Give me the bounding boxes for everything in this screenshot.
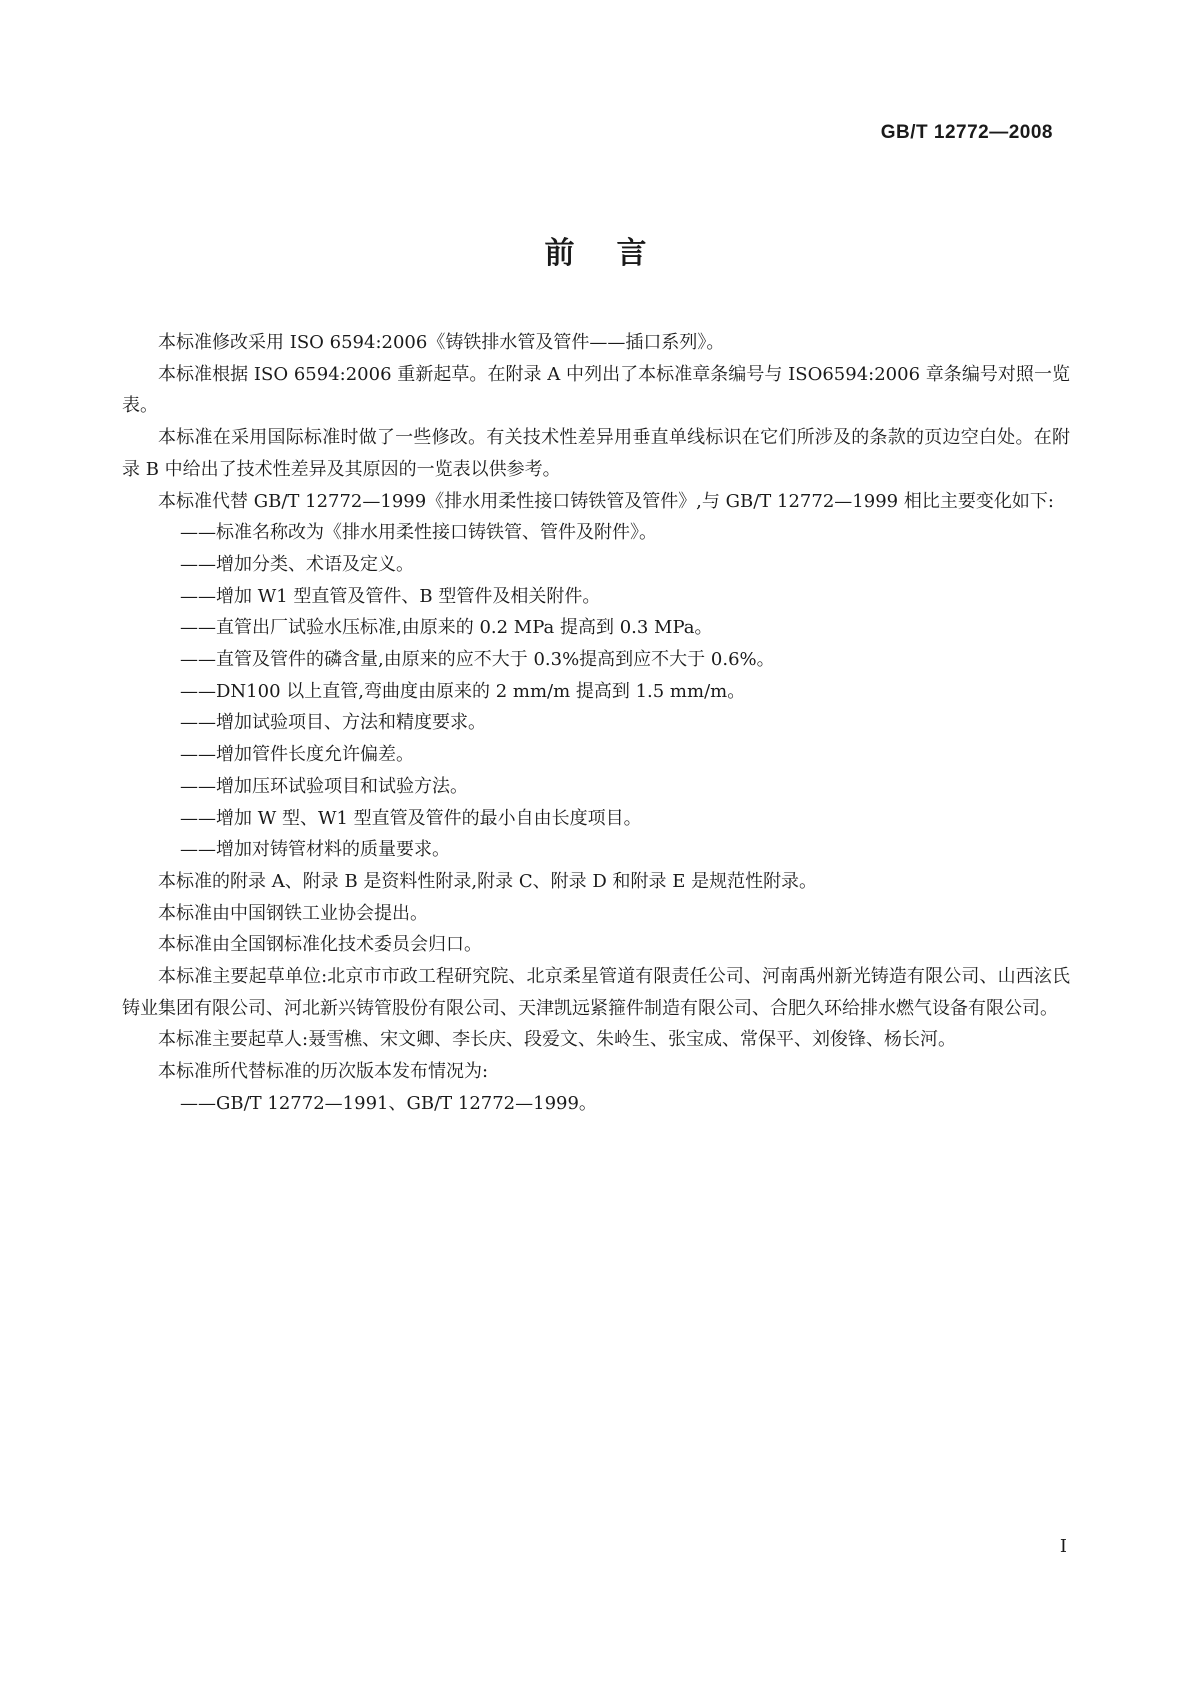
paragraph-adoption: 本标准修改采用 ISO 6594:2006《铸铁排水管及管件——插口系列》。 <box>158 332 725 353</box>
paragraph-modifications: 本标准在采用国际标准时做了一些修改。有关技术性差异用垂直单线标识在它们所涉及的条款的页边空白处。在附录 B 中给出了技术性差异及其原因的一览表以供参考。 <box>122 427 1070 480</box>
change-item-ring-test: ——增加压环试验项目和试验方法。 <box>180 775 468 797</box>
change-item-water-pressure: ——直管出厂试验水压标准,由原来的 0.2 MPa 提高到 0.3 MPa。 <box>180 617 713 639</box>
change-item-length-tolerance: ——增加管件长度允许偏差。 <box>180 744 414 766</box>
change-item-phosphorus: ——直管及管件的磷含量,由原来的应不大于 0.3%提高到应不大于 0.6%。 <box>180 649 775 671</box>
paragraph-annexes: 本标准的附录 A、附录 B 是资料性附录,附录 C、附录 D 和附录 E 是规范性附录。 <box>158 870 818 892</box>
paragraph-drafting-basis: 本标准根据 ISO 6594:2006 重新起草。在附录 A 中列出了本标准章条编号与 ISO6594:2006 章条编号对照一览表。 <box>122 363 1070 417</box>
paragraph-proposer: 本标准由中国钢铁工业协会提出。 <box>158 902 428 924</box>
paragraph-version-history: 本标准所代替标准的历次版本发布情况为: <box>158 1061 489 1083</box>
standard-code: GB/T 12772—2008 <box>880 122 1053 143</box>
change-item-w1-type: ——增加 W1 型直管及管件、B 型管件及相关附件。 <box>180 585 601 607</box>
change-item-straightness: ——DN100 以上直管,弯曲度由原来的 2 mm/m 提高到 1.5 mm/m。 <box>180 680 746 702</box>
history-item: ——GB/T 12772—1991、GB/T 12772—1999。 <box>180 1092 597 1114</box>
change-item-material-quality: ——增加对铸管材料的质量要求。 <box>180 839 450 861</box>
change-item-free-length: ——增加 W 型、W1 型直管及管件的最小自由长度项目。 <box>180 807 642 829</box>
page-title: 前言 <box>544 236 689 271</box>
change-item-classification: ——增加分类、术语及定义。 <box>180 553 414 575</box>
paragraph-drafting-units: 本标准主要起草单位:北京市市政工程研究院、北京柔星管道有限责任公司、河南禹州新光铸造有限公司、山西泫氏铸业集团有限公司、河北新兴铸管股份有限公司、天津凯远紧箍件制造有限公司、合肥久环给排水燃气设备有限公司。 <box>122 966 1070 1019</box>
page-number: I <box>1059 1536 1067 1557</box>
paragraph-replacement: 本标准代替 GB/T 12772—1999《排水用柔性接口铸铁管及管件》,与 GB/T 12772—1999 相比主要变化如下: <box>158 490 1054 512</box>
change-item-title: ——标准名称改为《排水用柔性接口铸铁管、管件及附件》。 <box>180 522 657 544</box>
foreword-body <box>122 327 1070 1120</box>
paragraph-committee: 本标准由全国钢标准化技术委员会归口。 <box>158 934 482 956</box>
change-item-test-items: ——增加试验项目、方法和精度要求。 <box>180 712 486 734</box>
paragraph-drafters: 本标准主要起草人:聂雪樵、宋文卿、李长庆、段爱文、朱岭生、张宝成、常保平、刘俊锋、杨长河。 <box>158 1029 957 1051</box>
